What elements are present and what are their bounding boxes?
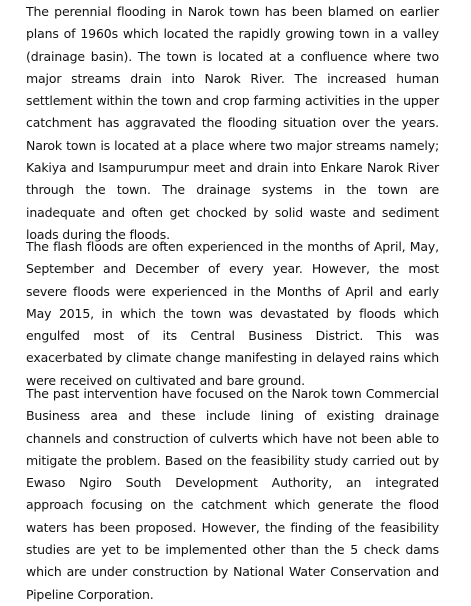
paragraph-past-intervention: The past intervention have focused on the Narok town Commercial Business area and these include lining of existing drainage channels and construction of culverts which have not been able to mitigate the problem. Based on the feasibility study carried out by Ewaso Ngiro South Development Authority, an integrated approach focusing on the catchment which generate the flood waters has been proposed. However, the finding of the feasibility studies are yet to be implemented other than the 5 check dams which are under construction by National Water Conservation and Pipeline Corporation.: [26, 386, 439, 602]
paragraph-flooding-background: The perennial flooding in Narok town has been blamed on earlier plans of 1960s which located the rapidly growing town in a valley (drainage basin). The town is located at a confluence where two major streams drain into Narok River. The increased human settlement within the town and crop farming activities in the upper catchment has aggravated the flooding situation over the years. Narok town is located at a place where two major streams namely; Kakiya and Isampurumpur meet and drain into Enkare Narok River through the town. The drainage systems in the town are inadequate and often get chocked by solid waste and sediment loads during the floods.: [26, 4, 439, 242]
paragraph-flash-floods: The flash floods are often experienced in the months of April, May, September and December of every year. However, the most severe floods were experienced in the Months of April and early May 2015, in which the town was devastated by floods which engulfed most of its Central Business District. This was exacerbated by climate change manifesting in delayed rains which were received on cultivated and bare ground.: [26, 239, 439, 388]
